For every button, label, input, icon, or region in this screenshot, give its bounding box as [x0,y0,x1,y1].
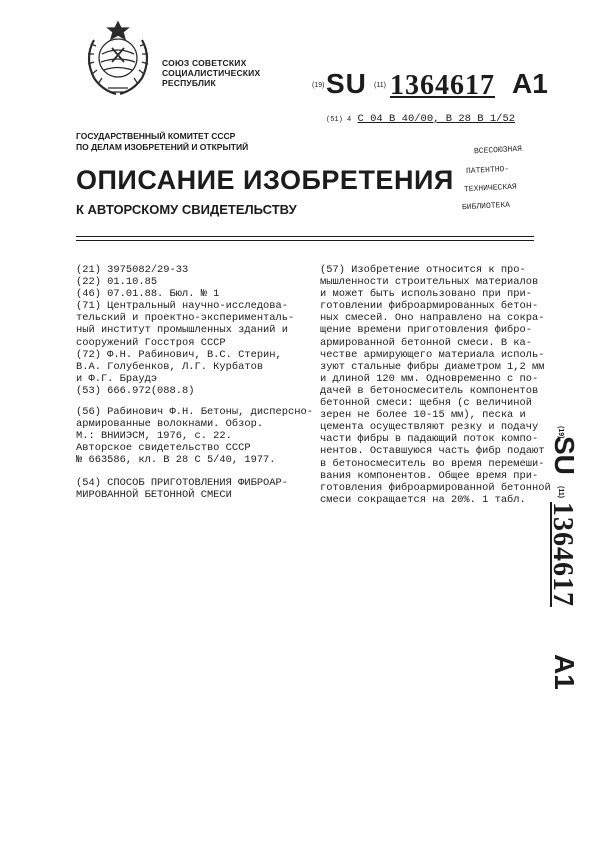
references [76,406,313,466]
abstract-line: части фибры в падающий поток компо- [320,433,539,446]
reference-line: армированные волокнами. Обзор. [76,418,264,431]
document-subtitle: К АВТОРСКОМУ СВИДЕТЕЛЬСТВУ [76,202,297,217]
stamp-line: ТЕХНИЧЕСКАЯ [463,182,518,195]
library-stamp [452,140,532,222]
header-divider-top [76,236,534,237]
reference-line: (56) Рабинович Ф.Н. Бетоны, дисперсно- [76,406,313,418]
biblio-line: В.А. Голубенков, Л.Г. Курбатов [76,360,264,373]
patent-number: 1364617 [390,70,495,101]
invention-title-line: (54) СПОСОБ ПРИГОТОВЛЕНИЯ ФИБРОАР- [76,477,289,489]
abstract-line: мышленности строительных материалов [320,276,539,289]
abstract-line: цемента осуществляют резку и подачу [320,421,539,434]
bibliographic-data [76,264,294,397]
abstract-line: и длиной 120 мм. Одновременно с по- [320,372,539,385]
side-patent-number-text: 1364617 [547,502,578,607]
biblio-line: (53) 666.972(088.8) [76,384,195,397]
invention-title [76,477,288,501]
reference-line: Авторское свидетельство СССР [76,442,251,455]
code-11: (11) [374,82,386,89]
document-title: ОПИСАНИЕ ИЗОБРЕТЕНИЯ [76,165,454,195]
country-union-name [162,58,260,88]
abstract-line: зерен не более 10-15 мм), песка и [320,409,526,422]
biblio-line: (72) Ф.Н. Рабинович, В.С. Стерин, [76,348,282,361]
stamp-line: ВСЕСОЮЗНАЯ [473,144,523,157]
ipc-classification [326,113,515,125]
side-code-19: (19) [557,426,564,439]
abstract-line: смеси сокращается на 20%. 1 табл. [320,493,526,506]
side-code-11: (11) [557,486,564,499]
ipc-code: (51) 4 [326,116,352,124]
abstract-line: честве армирующего материала исполь- [320,348,545,361]
state-emblem-icon [82,18,154,98]
kind-code: A1 [512,68,548,99]
abstract-line: дачей в бетоносмеситель компонентов [320,384,539,397]
abstract-line: готовления фиброармированной бетонной [320,481,551,494]
abstract-line: ных смесей. Оно направлено на сокра- [320,312,545,325]
committee-line: ГОСУДАРСТВЕННЫЙ КОМИТЕТ СССР [76,131,236,141]
country-code: SU [326,68,367,99]
biblio-line: (21) 3975082/29-33 [76,264,189,276]
abstract-line: армированной бетонной смеси. В ка- [320,336,533,349]
union-line: СОЦИАЛИСТИЧЕСКИХ [162,68,261,78]
biblio-line: (46) 07.01.88. Бюл. № 1 [76,288,220,301]
abstract-line: и может быть использовано при при- [320,288,533,301]
abstract-line: зуют стальные фибры диаметром 1,2 мм [320,360,545,373]
abstract-line: бетонной смеси: щебня (с величиной [320,397,533,410]
abstract-line: вания компонентов. Общее время при- [320,469,539,482]
side-country-code: SU [549,436,580,475]
reference-line: № 663586, кл. В 28 С 5/40, 1977. [76,454,276,467]
abstract-line: нентов. Оставшуюся часть фибр подают [320,445,545,458]
stamp-line: БИБЛИОТЕКА [461,200,511,213]
invention-title-line: МИРОВАННОЙ БЕТОННОЙ СМЕСИ [76,489,232,502]
union-line: РЕСПУБЛИК [162,78,216,88]
biblio-line: сооружений Госстроя СССР [76,336,226,349]
side-kind-code: A1 [549,654,580,690]
committee-name [76,131,248,153]
biblio-line: (22) 01.10.85 [76,276,158,289]
biblio-line: и Ф.Г. Браудэ [76,372,158,385]
biblio-line: тельский и проектно-эксперименталь- [76,312,295,325]
committee-line: ПО ДЕЛАМ ИЗОБРЕТЕНИЙ И ОТКРЫТИЙ [76,142,249,152]
abstract-line: готовлении фиброармированных бетон- [320,300,539,313]
abstract-line: щение времени приготовления фибро- [320,324,533,337]
stamp-line: ПАТЕНТНО- [465,164,510,177]
reference-line: М.: ВНИИЭСМ, 1976, с. 22. [76,430,232,443]
ipc-classes: С 04 В 40/00, В 28 В 1/52 [357,113,516,125]
union-line: СОЮЗ СОВЕТСКИХ [162,58,247,68]
side-patent-number [534,426,586,716]
biblio-line: (71) Центральный научно-исследова- [76,300,289,313]
abstract-line: в бетоносмеситель во время перемеши- [320,457,545,470]
abstract [320,264,551,506]
header-divider-bottom [76,240,534,241]
biblio-line: ный институт промышленных зданий и [76,324,289,337]
abstract-line: (57) Изобретение относится к про- [320,264,526,276]
code-19: (19) [312,82,325,89]
patent-number-block [312,68,582,104]
